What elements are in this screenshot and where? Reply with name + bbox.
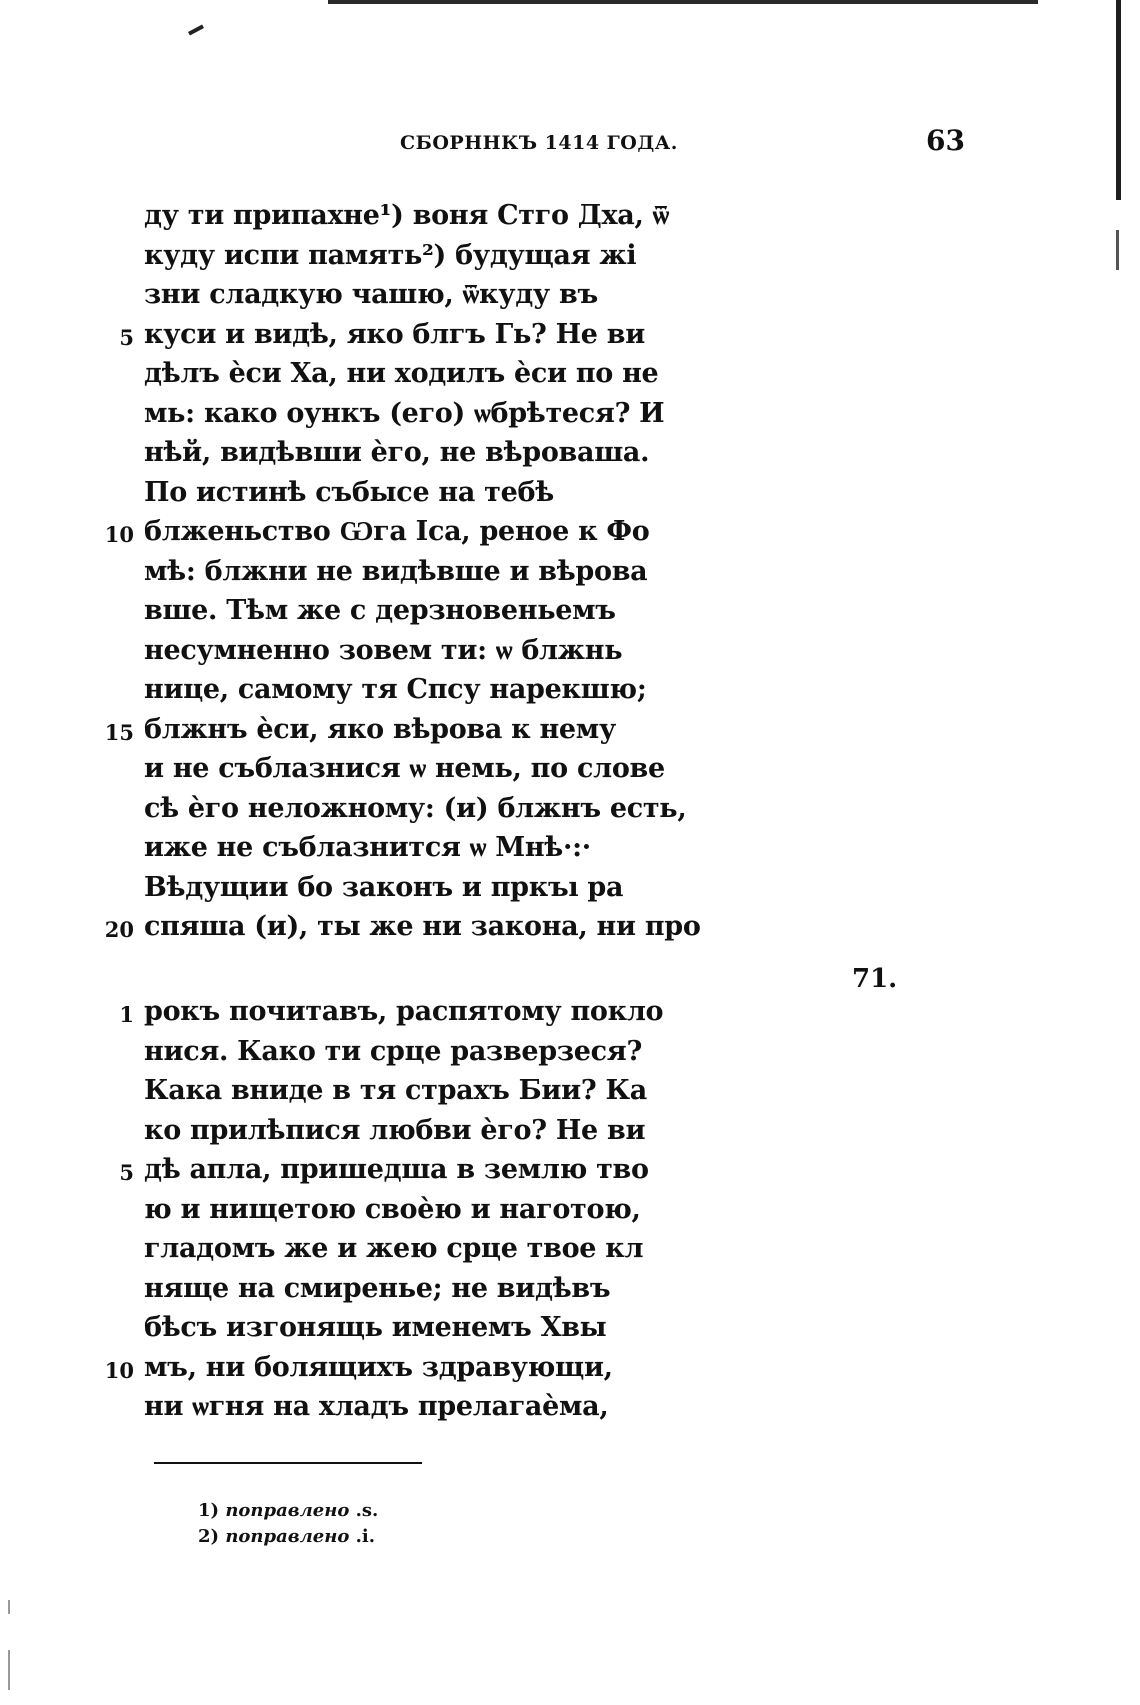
footnote (198, 1526, 375, 1547)
text-line: ду ти припахне¹) воня Стго Дха, ѿ (144, 200, 670, 231)
text-line: ко прилѣпися любви ѐго? Не ви (144, 1114, 646, 1146)
stray-ink-mark (188, 24, 204, 35)
text-line: рокъ почитавъ, распятому покло (144, 996, 664, 1027)
margin-tick (8, 1650, 10, 1690)
line-number: 15 (104, 719, 134, 745)
text-line: мь: како оункъ (его) ѡбрѣтеся? И (144, 397, 665, 429)
footnote-label: 2) (198, 1526, 220, 1547)
text-line: куду испи память²) будущая жі (144, 239, 637, 271)
line-number: 5 (119, 1160, 134, 1185)
margin-tick (8, 1600, 10, 1614)
text-line: По истинѣ събысе на тебѣ (144, 476, 554, 508)
footnote (198, 1500, 378, 1521)
text-line: ю и нищетою своѐю и наготою, (144, 1193, 641, 1225)
text-line: Кака вниде в тя страхъ Бии? Ка (144, 1075, 647, 1106)
text-line: мѣ: блжни не видѣвше и вѣрова (144, 555, 648, 587)
line-number: 1 (119, 1002, 134, 1027)
line-number: 20 (104, 917, 134, 942)
line-number: 5 (119, 324, 134, 350)
text-line: мъ, ни болящихъ здравующи, (144, 1351, 613, 1383)
text-line: дѣ апла, пришедша в землю тво (144, 1154, 649, 1185)
line-number: 10 (104, 522, 134, 547)
top-border-rule (328, 0, 1038, 4)
folio-marker: 71. (852, 964, 898, 994)
text-line: блженьство Ѡга Іса, реное к Фо (144, 516, 650, 547)
text-line: нице, самому тя Спсу нарекшю; (144, 674, 647, 705)
text-line: нѣй, видѣвши ѐго, не вѣроваша. (144, 437, 650, 468)
footnote-value: .і. (355, 1526, 375, 1547)
footnote-value: .ѕ. (355, 1500, 379, 1521)
footnote-rule (154, 1462, 422, 1464)
text-line: несумненно зовем ти: ѡ блжнь (144, 634, 623, 666)
footnote-label: 1) (198, 1500, 220, 1521)
text-line: спяша (и), ты же ни закона, ни про (144, 911, 701, 942)
running-head: СБОРННКЪ 1414 ГОДА. (400, 132, 678, 154)
text-line: ни ѡгня на хладъ прелагаѐма, (144, 1391, 609, 1422)
text-line: вше. Тѣм же с дерзновеньемъ (144, 595, 616, 626)
text-line: и не съблазнися ѡ немь, по слове (144, 753, 665, 784)
right-edge-rule-lower (1116, 230, 1119, 270)
line-number: 10 (104, 1357, 134, 1383)
text-line: блжнъ ѐси, яко вѣрова к нему (144, 713, 616, 745)
text-line: зни сладкую чашю, ѿкуду въ (144, 279, 598, 310)
text-line: иже не съблазнится ѡ Мнѣ·:· (144, 832, 591, 863)
text-line: сѣ ѐго нелoжному: (и) блжнъ есть, (144, 792, 687, 824)
text-line: дѣлъ ѐси Ха, ни ходилъ ѐси по не (144, 358, 659, 389)
text-line: Вѣдущии бо законъ и пркъı ра (144, 871, 624, 903)
text-line: гладомъ же и жею срце твое кл (144, 1233, 644, 1264)
page-number: 63 (926, 124, 965, 157)
right-edge-rule (1116, 0, 1121, 200)
text-line: нися. Како ти срце разверзеся? (144, 1035, 642, 1067)
text-line: няще на смиренье; не видѣвъ (144, 1272, 611, 1304)
text-line: куси и видѣ, яко блгъ Гь? Не ви (144, 318, 645, 350)
footnote-word: поправлено (225, 1500, 350, 1521)
text-line: бѣсъ изгонящь именемъ Хвы (144, 1312, 607, 1343)
footnote-word: поправлено (225, 1526, 350, 1547)
